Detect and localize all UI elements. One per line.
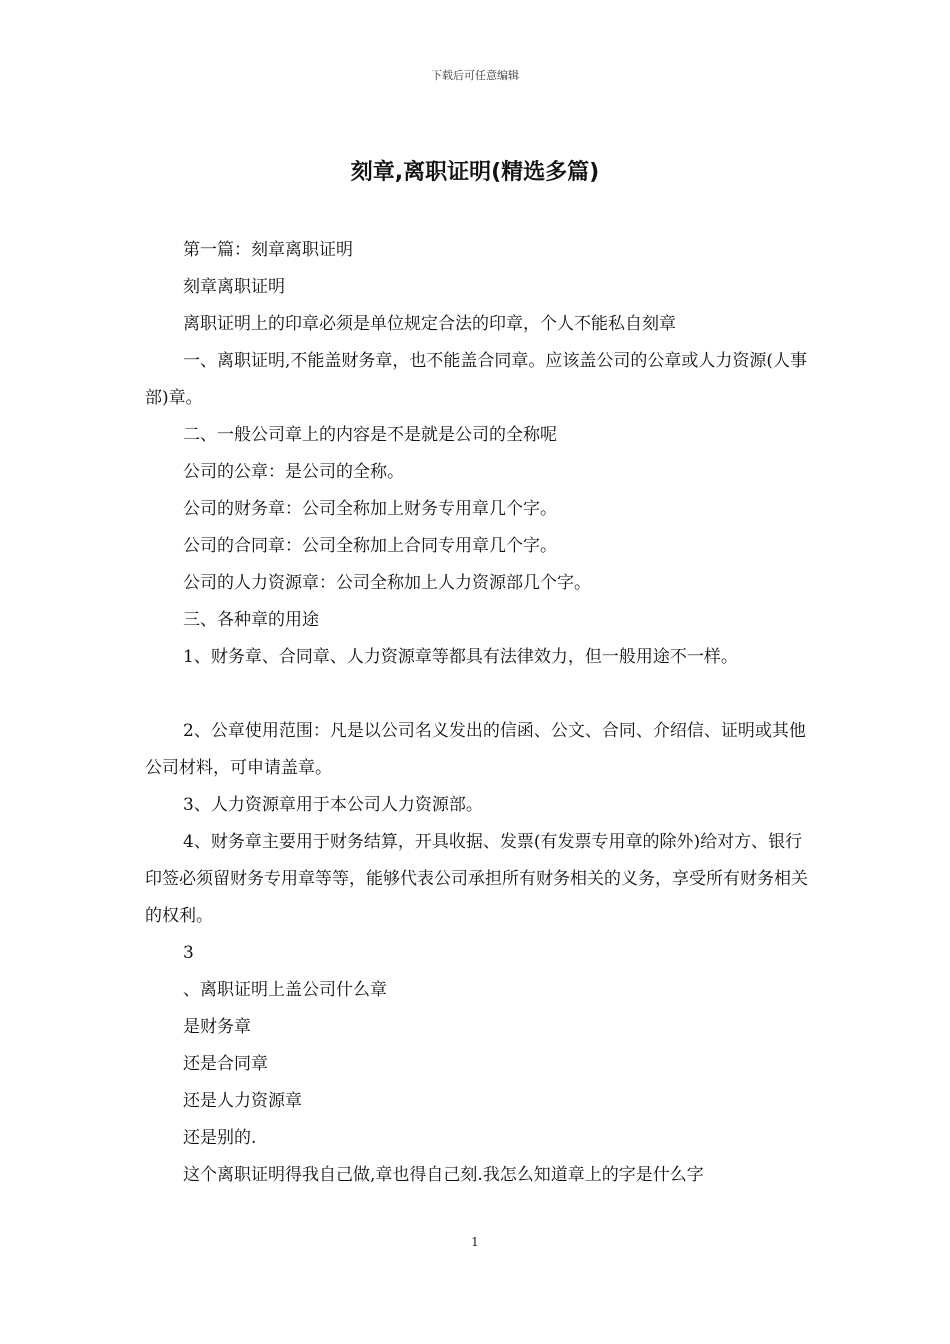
paragraph: 一、离职证明,不能盖财务章，也不能盖合同章。应该盖公司的公章或人力资源(人事部)章。 — [145, 351, 808, 408]
paragraph: 离职证明上的印章必须是单位规定合法的印章，个人不能私自刻章 — [183, 314, 676, 334]
paragraph: 还是别的. — [183, 1128, 257, 1148]
blank-line — [145, 676, 815, 713]
paragraph: 公司的公章：是公司的全称。 — [183, 462, 404, 482]
paragraph: 二、一般公司章上的内容是不是就是公司的全称呢 — [183, 425, 557, 445]
paragraph: 3 — [183, 943, 194, 963]
paragraph: 三、各种章的用途 — [183, 610, 319, 630]
document-body — [145, 232, 815, 1194]
paragraph: 3、人力资源章用于本公司人力资源部。 — [183, 795, 483, 815]
paragraph: 公司的合同章：公司全称加上合同专用章几个字。 — [183, 536, 557, 556]
paragraph: 1、财务章、合同章、人力资源章等都具有法律效力，但一般用途不一样。 — [183, 647, 738, 667]
paragraph: 还是人力资源章 — [183, 1091, 302, 1111]
paragraph: 2、公章使用范围：凡是以公司名义发出的信函、公文、合同、介绍信、证明或其他公司材料，可申请盖章。 — [145, 721, 806, 778]
paragraph: 公司的财务章：公司全称加上财务专用章几个字。 — [183, 499, 557, 519]
paragraph: 第一篇：刻章离职证明 — [183, 240, 353, 260]
paragraph: 是财务章 — [183, 1017, 251, 1037]
paragraph: 还是合同章 — [183, 1054, 268, 1074]
paragraph: 、离职证明上盖公司什么章 — [183, 980, 387, 1000]
page-number: 1 — [471, 1235, 479, 1249]
paragraph: 公司的人力资源章：公司全称加上人力资源部几个字。 — [183, 573, 591, 593]
header-note: 下载后可任意编辑 — [431, 69, 519, 82]
paragraph: 刻章离职证明 — [183, 277, 285, 297]
paragraph: 这个离职证明得我自己做,章也得自己刻.我怎么知道章上的字是什么字 — [183, 1165, 704, 1185]
paragraph: 4、财务章主要用于财务结算，开具收据、发票(有发票专用章的除外)给对方、银行印签必须留财务专用章等等，能够代表公司承担所有财务相关的义务，享受所有财务相关的权利。 — [145, 832, 808, 926]
document-title: 刻章,离职证明(精选多篇) — [350, 160, 600, 185]
